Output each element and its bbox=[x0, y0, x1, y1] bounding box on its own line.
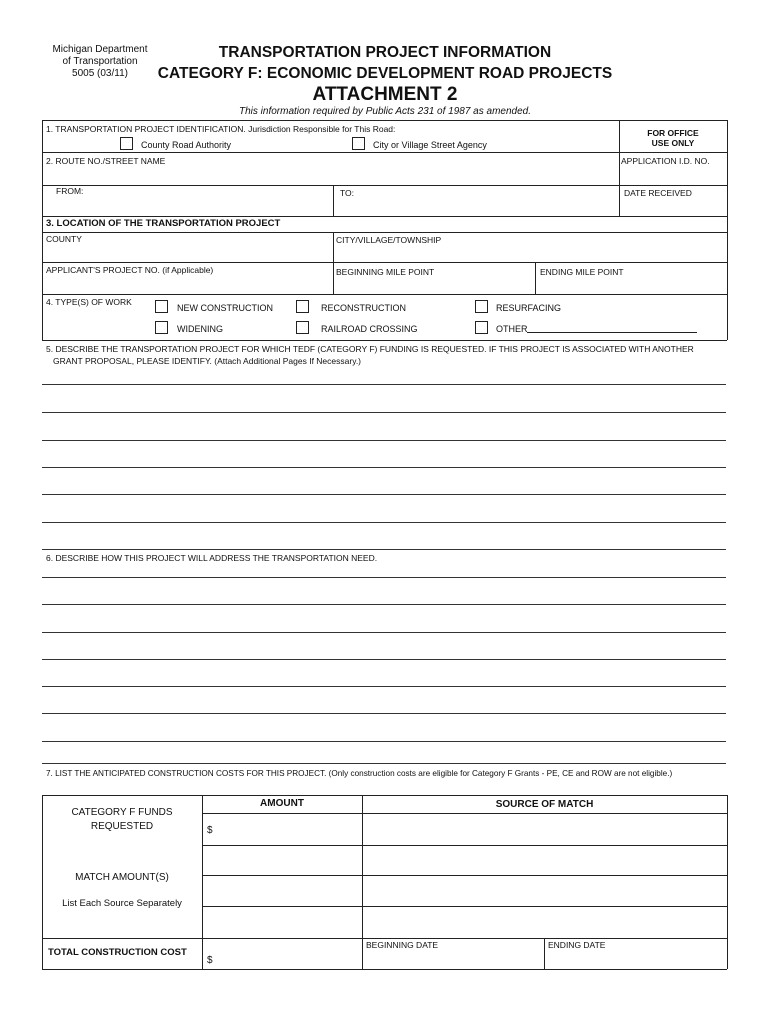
match-amounts-label: MATCH AMOUNT(S) bbox=[75, 872, 169, 883]
county-road-label: County Road Authority bbox=[141, 140, 232, 150]
funds-requested-label: CATEGORY F FUNDS bbox=[71, 807, 173, 818]
widening-label: WIDENING bbox=[177, 324, 223, 334]
need-line[interactable] bbox=[42, 763, 726, 764]
agency-name-cont: of Transportation bbox=[62, 56, 138, 67]
agency-name: Michigan Department bbox=[52, 44, 148, 55]
section1-label: 1. TRANSPORTATION PROJECT IDENTIFICATION. Jurisdiction Responsible for This Road: bbox=[46, 124, 396, 134]
legal-note: This information required by Public Acts 231 of 1987 as amended. bbox=[238, 106, 532, 117]
office-use-heading: FOR OFFICE bbox=[647, 128, 699, 138]
city-village-label: City or Village Street Agency bbox=[373, 140, 487, 150]
need-line[interactable] bbox=[42, 659, 726, 660]
attachment-title: ATTACHMENT 2 bbox=[312, 84, 458, 105]
location-heading: 3. LOCATION OF THE TRANSPORTATION PROJECT bbox=[46, 218, 281, 229]
total-cost-label: TOTAL CONSTRUCTION COST bbox=[48, 947, 187, 958]
description-line[interactable] bbox=[42, 494, 726, 495]
other-label: OTHER bbox=[496, 324, 528, 334]
section6-label: 6. DESCRIBE HOW THIS PROJECT WILL ADDRESS THE TRANSPORTATION NEED. bbox=[46, 553, 378, 563]
need-line[interactable] bbox=[42, 577, 726, 578]
section5-label: 5. DESCRIBE THE TRANSPORTATION PROJECT FOR WHICH TEDF (CATEGORY F) FUNDING IS REQUESTED. IF THIS PROJECT IS ASSOCIATED WITH ANOTHER bbox=[46, 344, 694, 354]
date-received-label: DATE RECEIVED bbox=[624, 188, 692, 198]
new-construction-label: NEW CONSTRUCTION bbox=[177, 303, 273, 313]
description-line[interactable] bbox=[42, 522, 726, 523]
form-subtitle: CATEGORY F: ECONOMIC DEVELOPMENT ROAD PROJECTS bbox=[157, 65, 613, 82]
list-each-source-label: List Each Source Separately bbox=[62, 898, 182, 909]
resurfacing-label: RESURFACING bbox=[496, 303, 562, 313]
railroad-crossing-label: RAILROAD CROSSING bbox=[321, 324, 418, 334]
other-write-in-line[interactable] bbox=[527, 332, 697, 333]
description-line[interactable] bbox=[42, 440, 726, 441]
project-no-label: APPLICANT'S PROJECT NO. (if Applicable) bbox=[46, 265, 214, 275]
end-mile-label: ENDING MILE POINT bbox=[540, 267, 624, 277]
resurfacing-checkbox[interactable] bbox=[475, 300, 488, 313]
reconstruction-checkbox[interactable] bbox=[296, 300, 309, 313]
source-header: SOURCE OF MATCH bbox=[495, 799, 594, 810]
city-label: CITY/VILLAGE/TOWNSHIP bbox=[336, 235, 442, 245]
new-construction-checkbox[interactable] bbox=[155, 300, 168, 313]
ending-date-label: ENDING DATE bbox=[548, 940, 606, 950]
work-type-label: 4. TYPE(S) OF WORK bbox=[46, 297, 132, 307]
widening-checkbox[interactable] bbox=[155, 321, 168, 334]
to-label: TO: bbox=[340, 188, 355, 198]
description-line[interactable] bbox=[42, 549, 726, 550]
description-line[interactable] bbox=[42, 412, 726, 413]
beginning-date-label: BEGINNING DATE bbox=[366, 940, 439, 950]
funds-requested-label-cont: REQUESTED bbox=[90, 821, 154, 832]
form-number: 5005 (03/11) bbox=[72, 68, 128, 79]
application-id-label: APPLICATION I.D. NO. bbox=[621, 156, 710, 166]
funds-amount-dollar: $ bbox=[207, 825, 213, 836]
begin-mile-label: BEGINNING MILE POINT bbox=[336, 267, 435, 277]
need-line[interactable] bbox=[42, 604, 726, 605]
form-title: TRANSPORTATION PROJECT INFORMATION bbox=[218, 44, 552, 61]
route-street-label: 2. ROUTE NO./STREET NAME bbox=[46, 156, 166, 166]
need-line[interactable] bbox=[42, 686, 726, 687]
office-use-heading-cont: USE ONLY bbox=[651, 138, 695, 148]
county-label: COUNTY bbox=[46, 234, 82, 244]
need-line[interactable] bbox=[42, 632, 726, 633]
reconstruction-label: RECONSTRUCTION bbox=[321, 303, 406, 313]
amount-header: AMOUNT bbox=[260, 798, 304, 809]
railroad-crossing-checkbox[interactable] bbox=[296, 321, 309, 334]
other-checkbox[interactable] bbox=[475, 321, 488, 334]
section7-label: 7. LIST THE ANTICIPATED CONSTRUCTION COSTS FOR THIS PROJECT. (Only construction costs are eligible for Category F Grants - PE, CE and ROW are not eligible.) bbox=[46, 769, 673, 778]
section5-label-cont: GRANT PROPOSAL, PLEASE IDENTIFY. (Attach Additional Pages If Necessary.) bbox=[53, 356, 362, 366]
need-line[interactable] bbox=[42, 741, 726, 742]
description-line[interactable] bbox=[42, 467, 726, 468]
need-line[interactable] bbox=[42, 713, 726, 714]
city-village-checkbox[interactable] bbox=[352, 137, 365, 150]
total-amount-dollar: $ bbox=[207, 955, 213, 966]
from-label: FROM: bbox=[56, 186, 84, 196]
county-road-checkbox[interactable] bbox=[120, 137, 133, 150]
description-line[interactable] bbox=[42, 384, 726, 385]
